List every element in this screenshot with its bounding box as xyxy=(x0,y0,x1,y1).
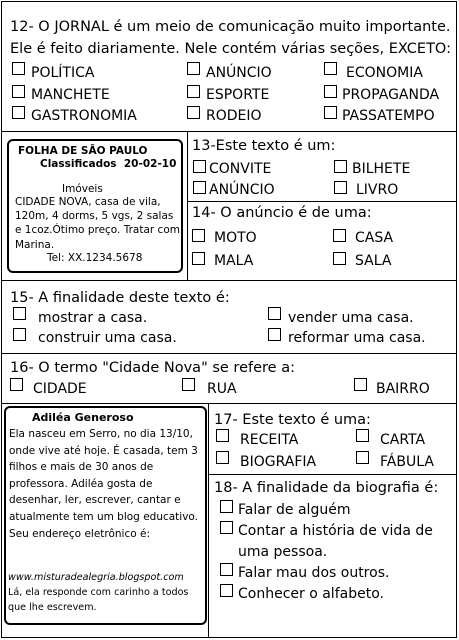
checkbox-bairro[interactable] xyxy=(354,378,367,391)
ad-phone: Tel: XX.1234.5678 xyxy=(47,252,143,264)
bio-body: Ela nasceu em Serro, no dia 13/10, onde vive até hoje. É casada, tem 3 filhos e mais de 30 anos de professora. Adiléa gosta de desenhar, ler, escrever, cantar e atualmente tem um blog educativo. Seu endereço eletrônico é: xyxy=(9,428,198,540)
option-label: ANÚNCIO xyxy=(209,182,275,198)
q14-text: 14- O anúncio é de uma: xyxy=(192,205,372,221)
q17-text: 17- Este texto é uma: xyxy=(214,412,371,428)
q12-line1: 12- O JORNAL é um meio de comunicação muito importante. xyxy=(10,19,451,35)
option-label: MOTO xyxy=(214,230,257,246)
checkbox-fabula[interactable] xyxy=(356,451,369,464)
checkbox-vender[interactable] xyxy=(268,307,281,320)
checkbox-falar-alguem[interactable] xyxy=(220,500,233,513)
divider xyxy=(1,403,457,404)
ad-body: CIDADE NOVA, casa de vila, 120m, 4 dorms, 5 vgs, 2 salas e 1coz.Ótimo preço. Tratar com Marina. xyxy=(15,196,180,251)
bio-closing: Lá, ela responde com carinho a todos que lhe escrevem. xyxy=(8,587,189,613)
option-label: CONVITE xyxy=(209,161,272,177)
checkbox-receita[interactable] xyxy=(216,429,229,442)
option-label: PASSATEMPO xyxy=(342,108,435,124)
checkbox-manchete[interactable] xyxy=(12,85,25,98)
checkbox-passatempo[interactable] xyxy=(324,106,337,119)
option-label: BAIRRO xyxy=(376,381,430,397)
checkbox-contar-historia[interactable] xyxy=(220,521,233,534)
checkbox-sala[interactable] xyxy=(333,252,346,265)
checkbox-anuncio-2[interactable] xyxy=(193,181,206,194)
checkbox-carta[interactable] xyxy=(356,429,369,442)
option-label: LIVRO xyxy=(356,182,399,198)
q16-text: 16- O termo "Cidade Nova" se refere a: xyxy=(10,360,295,376)
q18-text: 18- A finalidade da biografia é: xyxy=(214,480,439,496)
option-label: RODEIO xyxy=(206,108,262,124)
option-label: CIDADE xyxy=(33,381,87,397)
checkbox-rua[interactable] xyxy=(182,378,195,391)
ad-header: FOLHA DE SÃO PAULO xyxy=(18,145,148,157)
option-label: MANCHETE xyxy=(31,87,110,103)
checkbox-convite[interactable] xyxy=(193,160,206,173)
checkbox-conhecer-alfabeto[interactable] xyxy=(220,584,233,597)
checkbox-reformar[interactable] xyxy=(268,328,281,341)
checkbox-moto[interactable] xyxy=(192,229,205,242)
option-label: CARTA xyxy=(380,432,426,448)
option-label: Conhecer o alfabeto. xyxy=(238,586,384,602)
option-label: PROPAGANDA xyxy=(342,87,440,103)
divider xyxy=(187,201,457,202)
divider xyxy=(1,280,457,281)
option-label: MALA xyxy=(214,253,254,269)
ad-category: Imóveis xyxy=(62,183,103,195)
checkbox-mala[interactable] xyxy=(192,252,205,265)
q15-text: 15- A finalidade deste texto é: xyxy=(10,290,230,306)
checkbox-politica[interactable] xyxy=(12,62,25,75)
option-label: Contar a história de vida de xyxy=(238,523,433,539)
divider xyxy=(208,474,457,475)
option-label-continued: uma pessoa. xyxy=(238,544,328,560)
checkbox-cidade[interactable] xyxy=(10,378,23,391)
checkbox-casa[interactable] xyxy=(333,229,346,242)
divider-vertical xyxy=(208,404,209,638)
option-label: RECEITA xyxy=(240,432,299,448)
option-label: ECONOMIA xyxy=(346,65,423,81)
checkbox-rodeio[interactable] xyxy=(187,106,200,119)
option-label: Falar de alguém xyxy=(238,502,351,518)
checkbox-livro[interactable] xyxy=(334,181,347,194)
bio-title: Adiléa Generoso xyxy=(32,411,134,424)
option-label: construir uma casa. xyxy=(38,330,177,346)
checkbox-gastronomia[interactable] xyxy=(12,106,25,119)
divider-vertical xyxy=(187,132,188,280)
option-label: BIOGRAFIA xyxy=(240,454,317,470)
option-label: Falar mau dos outros. xyxy=(238,565,390,581)
checkbox-anuncio[interactable] xyxy=(187,62,200,75)
ad-subheader: Classificados 20-02-10 xyxy=(40,158,177,170)
option-label: vender uma casa. xyxy=(288,310,414,326)
checkbox-construir[interactable] xyxy=(13,328,26,341)
option-label: POLÍTICA xyxy=(31,65,95,81)
checkbox-bilhete[interactable] xyxy=(334,160,347,173)
option-label: BILHETE xyxy=(352,161,411,177)
checkbox-biografia[interactable] xyxy=(216,451,229,464)
checkbox-mostrar[interactable] xyxy=(13,307,26,320)
q12-line2: Ele é feito diariamente. Nele contém várias seções, EXCETO: xyxy=(10,41,451,57)
bio-url: www.misturadealegria.blogspot.com xyxy=(8,572,184,583)
option-label: CASA xyxy=(355,230,394,246)
checkbox-propaganda[interactable] xyxy=(324,85,337,98)
option-label: RUA xyxy=(207,381,237,397)
checkbox-esporte[interactable] xyxy=(187,85,200,98)
option-label: ANÚNCIO xyxy=(206,65,272,81)
divider xyxy=(1,353,457,354)
checkbox-economia[interactable] xyxy=(324,62,337,75)
checkbox-falar-mau[interactable] xyxy=(220,563,233,576)
divider xyxy=(1,131,457,132)
option-label: reformar uma casa. xyxy=(288,330,426,346)
option-label: GASTRONOMIA xyxy=(31,108,137,124)
option-label: mostrar a casa. xyxy=(38,310,148,326)
q13-text: 13-Este texto é um: xyxy=(192,138,336,154)
option-label: ESPORTE xyxy=(206,87,270,103)
option-label: FÁBULA xyxy=(380,454,434,470)
option-label: SALA xyxy=(355,253,392,269)
